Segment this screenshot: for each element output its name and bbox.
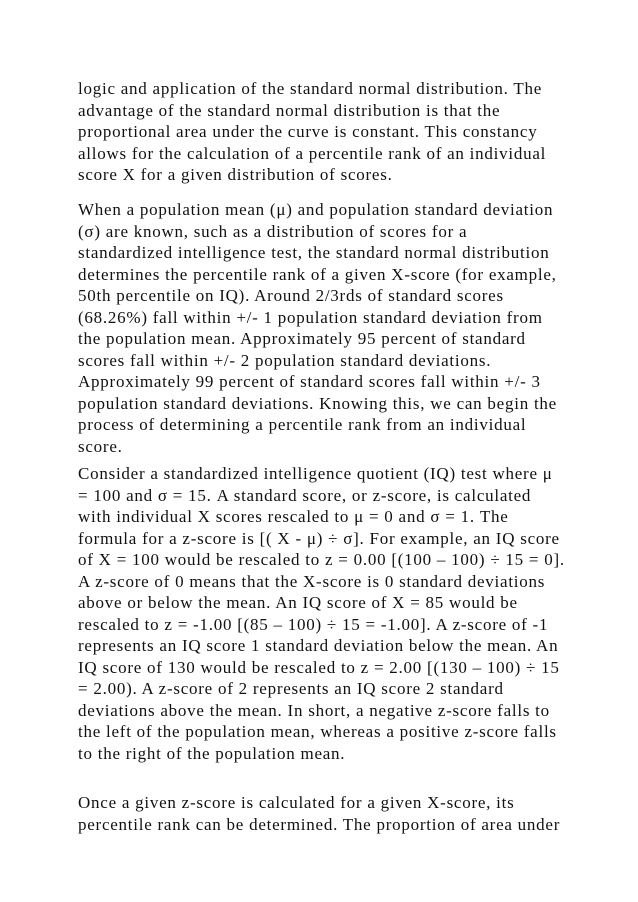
text-line: = 100 and σ = 15. A standard score, or z-score, is calculated xyxy=(78,485,532,505)
text-line: deviations above the mean. In short, a negative z-score falls to xyxy=(78,700,550,720)
text-line: Consider a standardized intelligence quotient (IQ) test where μ xyxy=(78,464,553,483)
paragraph-standard-normal-intro xyxy=(78,78,578,186)
text-line: A z-score of 0 means that the X-score is 0 standard deviations xyxy=(78,571,546,591)
text-line: of X = 100 would be rescaled to z = 0.00 [(100 – 100) ÷ 15 = 0]. xyxy=(78,550,565,569)
text-line: represents an IQ score 1 standard deviation below the mean. An xyxy=(78,636,559,655)
text-line: score X for a given distribution of scores. xyxy=(78,165,393,184)
text-line: Approximately 99 percent of standard scores fall within +/- 3 xyxy=(78,372,541,391)
text-line: allows for the calculation of a percentile rank of an individual xyxy=(78,143,547,163)
text-line: (σ) are known, such as a distribution of scores for a xyxy=(78,221,468,241)
text-line: formula for a z-score is [( X - μ) ÷ σ]. For example, an IQ score xyxy=(78,528,560,548)
text-line: Once a given z-score is calculated for a given X-score, its xyxy=(78,793,515,812)
text-line: score. xyxy=(78,436,123,456)
text-line: with individual X scores rescaled to μ = 0 and σ = 1. The xyxy=(78,507,509,526)
text-line: percentile rank can be determined. The proportion of area under xyxy=(78,814,561,834)
text-line: scores fall within +/- 2 population standard deviations. xyxy=(78,350,492,370)
text-line: When a population mean (μ) and population standard deviation xyxy=(78,200,554,219)
paragraph-population-parameters xyxy=(78,199,578,457)
text-line: process of determining a percentile rank from an individual xyxy=(78,415,527,434)
text-line: logic and application of the standard normal distribution. The xyxy=(78,79,543,98)
text-line: proportional area under the curve is constant. This constancy xyxy=(78,122,538,141)
text-line: advantage of the standard normal distribution is that the xyxy=(78,100,501,120)
text-line: above or below the mean. An IQ score of X = 85 would be xyxy=(78,593,518,612)
text-line: the population mean. Approximately 95 percent of standard xyxy=(78,329,526,348)
text-line: 50th percentile on IQ). Around 2/3rds of standard scores xyxy=(78,286,504,305)
text-line: the left of the population mean, whereas a positive z-score falls xyxy=(78,722,557,741)
text-line: IQ score of 130 would be rescaled to z = 2.00 [(130 – 100) ÷ 15 xyxy=(78,657,560,677)
text-line: (68.26%) fall within +/- 1 population standard deviation from xyxy=(78,307,543,327)
text-line: population standard deviations. Knowing this, we can begin the xyxy=(78,393,557,413)
text-line: = 2.00). A z-score of 2 represents an IQ score 2 standard xyxy=(78,679,504,698)
paragraph-z-score-explanation xyxy=(78,463,578,764)
paragraph-percentile-rank xyxy=(78,792,578,835)
text-line: standardized intelligence test, the standard normal distribution xyxy=(78,243,550,262)
text-line: rescaled to z = -1.00 [(85 – 100) ÷ 15 = -1.00]. A z-score of -1 xyxy=(78,614,549,634)
text-line: to the right of the population mean. xyxy=(78,743,346,763)
text-line: determines the percentile rank of a given X-score (for example, xyxy=(78,264,557,284)
